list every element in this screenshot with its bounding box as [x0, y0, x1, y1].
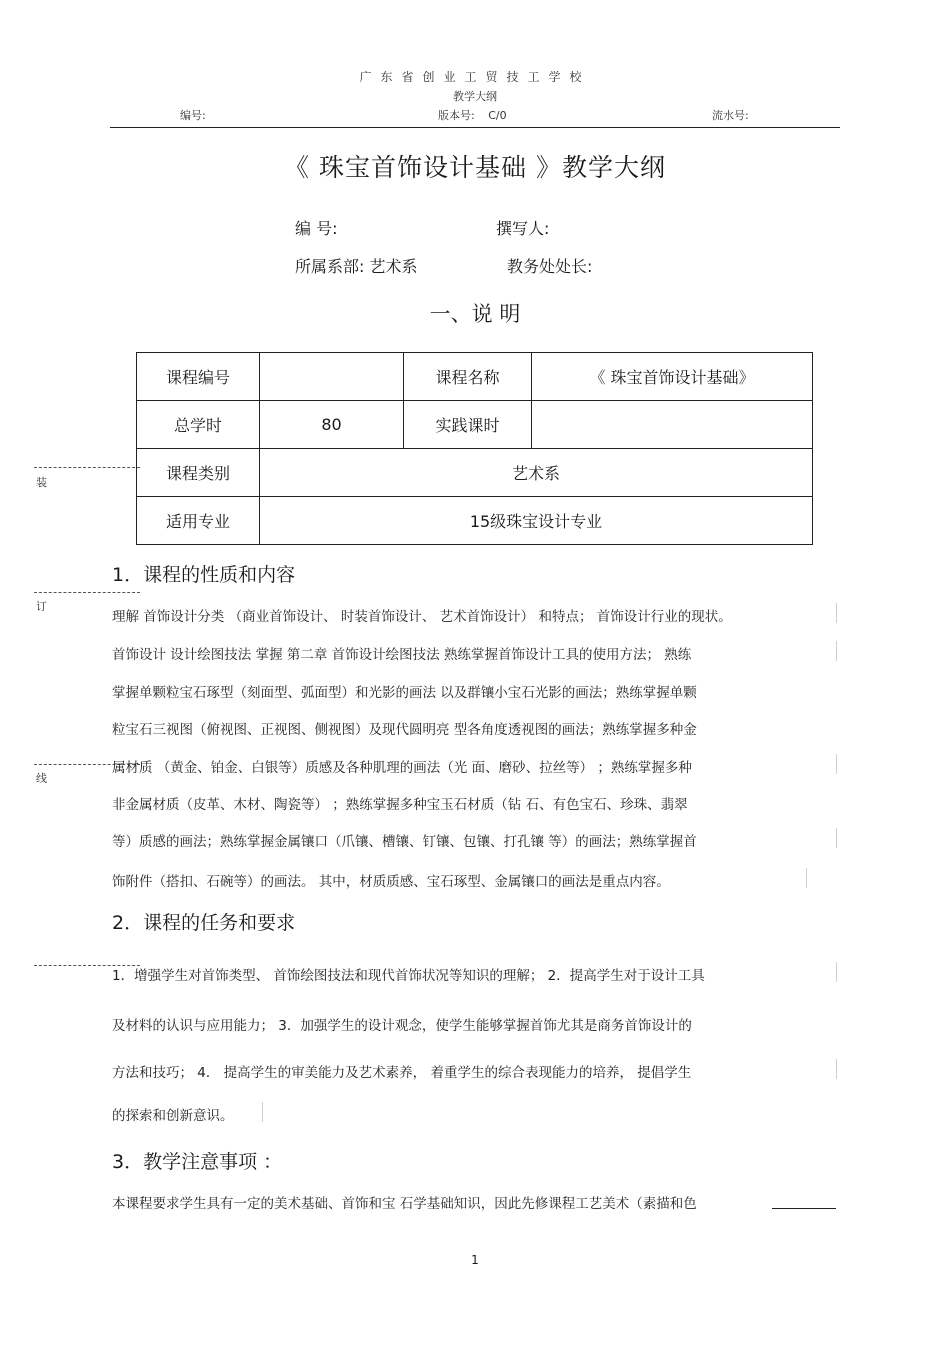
- department-label: 所属系部:: [295, 257, 365, 276]
- binding-dash-line: [34, 592, 140, 593]
- department-value: 艺术系: [369, 257, 418, 276]
- text-box-edge: [262, 1102, 263, 1122]
- category-value: 艺术系: [260, 449, 813, 497]
- section-heading-explanation: 一、说 明: [429, 302, 521, 326]
- header-rule: [110, 127, 840, 128]
- meta-dean-label: 教务处处长:: [507, 257, 593, 276]
- table-row: [137, 497, 813, 545]
- text-box-edge: [836, 962, 837, 982]
- paragraph-line: 等）质感的画法；熟练掌握金属镶口（爪镶、槽镶、钉镶、包镶、打孔镶 等）的画法；熟练掌握首: [112, 834, 697, 850]
- text-box-edge: [836, 603, 837, 623]
- table-row: [137, 353, 813, 401]
- course-code-label: 课程编号: [137, 353, 260, 401]
- version-label: 版本号:: [438, 109, 475, 122]
- major-value: 15级珠宝设计专业: [260, 497, 813, 545]
- number-label: 编号:: [180, 109, 206, 122]
- binding-mark-ding: 订: [36, 600, 47, 613]
- course-name-label: 课程名称: [404, 353, 532, 401]
- binding-mark-xian: 线: [36, 772, 47, 785]
- text-box-edge: [836, 828, 837, 848]
- course-name-value: 《 珠宝首饰设计基础》: [532, 353, 813, 401]
- total-hours-label: 总学时: [137, 401, 260, 449]
- document-type: 教学大纲: [453, 90, 497, 103]
- paragraph-line: 首饰设计 设计绘图技法 掌握 第二章 首饰设计绘图技法 熟练掌握首饰设计工具的使用方法； 熟练: [112, 647, 692, 663]
- binding-mark-zhuang: 装: [36, 476, 47, 489]
- paragraph-line: 饰附件（搭扣、石碗等）的画法。 其中，材质质感、宝石琢型、金属镶口的画法是重点内容。: [112, 874, 670, 890]
- binding-dash-line: [34, 467, 140, 468]
- section-heading-notes: 3．教学注意事项 ：: [112, 1151, 283, 1173]
- school-name: 广东省创业工贸技工学校: [359, 70, 591, 84]
- version-field: [438, 107, 507, 123]
- paragraph-line: 粒宝石三视图（俯视图、正视图、侧视图）及现代圆明亮 型各角度透视图的画法；熟练掌握多种金: [112, 722, 697, 738]
- total-hours-value: 80: [260, 401, 404, 449]
- paragraph-line: 及材料的认识与应用能力； 3．加强学生的设计观念，使学生能够掌握首饰尤其是商务首饰设计的: [112, 1018, 692, 1034]
- table-row: [137, 449, 813, 497]
- paragraph-line: 1．增强学生对首饰类型、 首饰绘图技法和现代首饰状况等知识的理解； 2．提高学生对于设计工具: [112, 968, 705, 984]
- meta-number-label: 编 号:: [295, 219, 338, 238]
- paragraph-line: 掌握单颗粒宝石琢型（刻面型、弧面型）和光影的画法 以及群镶小宝石光影的画法；熟练掌握单颗: [112, 685, 697, 701]
- paragraph-line: 本课程要求学生具有一定的美术基础、首饰和宝 石学基础知识，因此先修课程工艺美术（素描和色: [112, 1196, 697, 1212]
- paragraph-line: 非金属材质（皮革、木材、陶瓷等） ；熟练掌握多种宝玉石材质（钻 石、有色宝石、珍珠、翡翠: [112, 797, 688, 813]
- text-box-edge: [836, 1059, 837, 1079]
- paragraph-line: 理解 首饰设计分类 （商业首饰设计、 时装首饰设计、 艺术首饰设计） 和特点； 首饰设计行业的现状。: [112, 609, 732, 625]
- text-underline: [772, 1208, 836, 1209]
- meta-author-label: 撰写人:: [496, 219, 550, 238]
- section-heading-nature: 1．课程的性质和内容: [112, 564, 296, 586]
- category-label: 课程类别: [137, 449, 260, 497]
- major-label: 适用专业: [137, 497, 260, 545]
- version-value: C/0: [488, 109, 507, 122]
- practice-hours-value: [532, 401, 813, 449]
- page-number: 1: [471, 1253, 479, 1267]
- course-info-table: [136, 352, 813, 545]
- meta-department: [295, 254, 418, 277]
- practice-hours-label: 实践课时: [404, 401, 532, 449]
- serial-label: 流水号:: [712, 109, 749, 122]
- text-box-edge: [836, 641, 837, 661]
- paragraph-line: 属材质 （黄金、铂金、白银等）质感及各种肌理的画法（光 面、磨砂、拉丝等） ；熟练掌握多种: [112, 760, 692, 776]
- text-box-edge: [806, 868, 807, 888]
- course-code-value: [260, 353, 404, 401]
- paragraph-line: 的探索和创新意识。: [112, 1108, 234, 1124]
- text-box-edge: [836, 754, 837, 774]
- paragraph-line: 方法和技巧； 4． 提高学生的审美能力及艺术素养， 着重学生的综合表现能力的培养， 提倡学生: [112, 1065, 692, 1081]
- table-row: [137, 401, 813, 449]
- page-title: 《 珠宝首饰设计基础 》教学大纲: [284, 153, 666, 182]
- section-heading-tasks: 2．课程的任务和要求: [112, 912, 296, 934]
